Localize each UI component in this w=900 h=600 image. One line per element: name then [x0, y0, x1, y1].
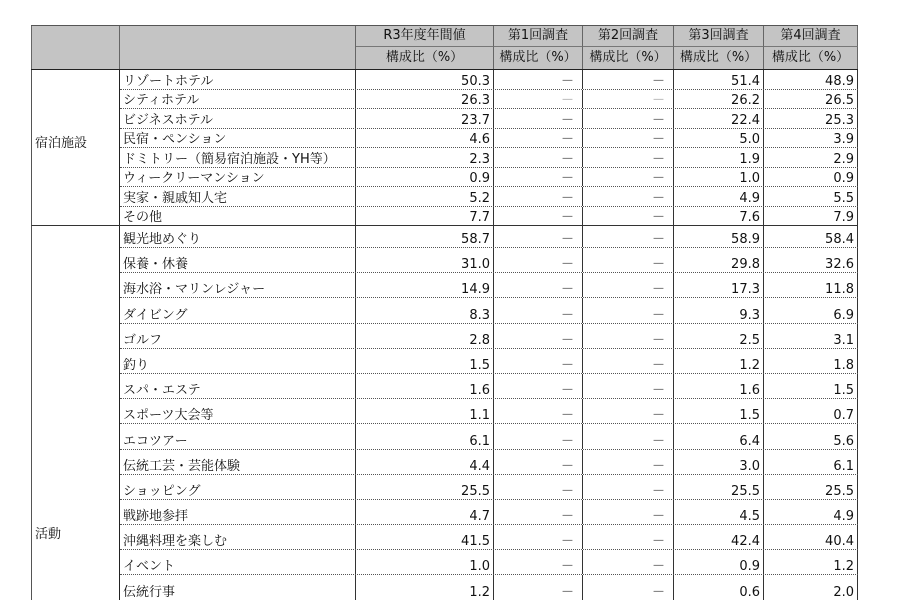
- value-survey-2: －: [583, 424, 674, 448]
- value-survey-4: 6.1: [764, 450, 858, 474]
- item-name: 釣り: [120, 349, 356, 373]
- table-row: [120, 374, 858, 399]
- value-survey-1: －: [494, 424, 583, 448]
- value-r3-annual: 4.6: [356, 129, 494, 148]
- value-survey-1: －: [494, 148, 583, 167]
- value-survey-2: －: [583, 298, 674, 322]
- value-survey-4: 58.4: [764, 226, 858, 247]
- value-survey-4: 0.9: [764, 168, 858, 187]
- table-row: [120, 148, 858, 168]
- value-r3-annual: 1.1: [356, 399, 494, 423]
- value-survey-2: －: [583, 575, 674, 599]
- item-name: 伝統行事: [120, 575, 356, 599]
- item-name: スポーツ大会等: [120, 399, 356, 423]
- item-name: スパ・エステ: [120, 374, 356, 398]
- value-r3-annual: 0.9: [356, 168, 494, 187]
- value-survey-1: －: [494, 550, 583, 574]
- item-name: 伝統工芸・芸能体験: [120, 450, 356, 474]
- value-survey-3: 42.4: [674, 525, 764, 549]
- value-survey-1: －: [494, 475, 583, 499]
- value-survey-3: 7.6: [674, 207, 764, 226]
- value-survey-4: 25.3: [764, 109, 858, 128]
- value-survey-3: 4.5: [674, 500, 764, 524]
- value-r3-annual: 1.2: [356, 575, 494, 599]
- group-accommodation: [31, 70, 858, 226]
- value-survey-4: 6.9: [764, 298, 858, 322]
- value-survey-2: －: [583, 324, 674, 348]
- value-survey-1: －: [494, 575, 583, 599]
- value-survey-1: －: [494, 248, 583, 272]
- value-survey-4: 32.6: [764, 248, 858, 272]
- item-name: 海水浴・マリンレジャー: [120, 273, 356, 297]
- value-survey-4: 1.8: [764, 349, 858, 373]
- value-survey-1: －: [494, 70, 583, 89]
- table-row: [120, 226, 858, 248]
- value-survey-4: 7.9: [764, 207, 858, 226]
- value-survey-3: 3.0: [674, 450, 764, 474]
- value-survey-2: －: [583, 70, 674, 89]
- value-r3-annual: 2.8: [356, 324, 494, 348]
- table-row: [120, 550, 858, 575]
- item-name: 実家・親戚知人宅: [120, 187, 356, 206]
- value-survey-3: 1.9: [674, 148, 764, 167]
- value-r3-annual: 50.3: [356, 70, 494, 89]
- value-survey-3: 6.4: [674, 424, 764, 448]
- value-survey-1: －: [494, 207, 583, 226]
- value-survey-4: 5.5: [764, 187, 858, 206]
- value-survey-1: －: [494, 129, 583, 148]
- value-survey-2: －: [583, 226, 674, 247]
- table-row: [120, 450, 858, 475]
- item-name: リゾートホテル: [120, 70, 356, 89]
- value-r3-annual: 31.0: [356, 248, 494, 272]
- value-r3-annual: 26.3: [356, 90, 494, 109]
- item-name: ビジネスホテル: [120, 109, 356, 128]
- value-survey-4: 48.9: [764, 70, 858, 89]
- value-survey-1: －: [494, 500, 583, 524]
- value-survey-3: 0.6: [674, 575, 764, 599]
- header-unit-r3: 構成比（%）: [356, 47, 494, 69]
- value-survey-3: 25.5: [674, 475, 764, 499]
- item-name: 沖縄料理を楽しむ: [120, 525, 356, 549]
- value-survey-2: －: [583, 129, 674, 148]
- value-survey-1: －: [494, 273, 583, 297]
- item-name: イベント: [120, 550, 356, 574]
- value-r3-annual: 4.7: [356, 500, 494, 524]
- value-survey-2: －: [583, 273, 674, 297]
- table-row: [120, 298, 858, 323]
- value-r3-annual: 25.5: [356, 475, 494, 499]
- value-survey-1: －: [494, 374, 583, 398]
- value-survey-3: 9.3: [674, 298, 764, 322]
- header-corner-item: [120, 26, 356, 47]
- item-name: エコツアー: [120, 424, 356, 448]
- table-row: [120, 109, 858, 129]
- value-r3-annual: 4.4: [356, 450, 494, 474]
- value-survey-2: －: [583, 399, 674, 423]
- item-name: 保養・休養: [120, 248, 356, 272]
- item-name: ショッピング: [120, 475, 356, 499]
- header-unit-s3: 構成比（%）: [674, 47, 764, 69]
- table-row: [120, 525, 858, 550]
- value-survey-3: 26.2: [674, 90, 764, 109]
- value-survey-3: 2.5: [674, 324, 764, 348]
- value-r3-annual: 2.3: [356, 148, 494, 167]
- value-survey-3: 22.4: [674, 109, 764, 128]
- value-r3-annual: 5.2: [356, 187, 494, 206]
- value-survey-4: 26.5: [764, 90, 858, 109]
- value-survey-2: －: [583, 148, 674, 167]
- value-survey-4: 40.4: [764, 525, 858, 549]
- composition-table: [31, 25, 858, 600]
- table-row: [120, 187, 858, 207]
- value-r3-annual: 23.7: [356, 109, 494, 128]
- value-survey-1: －: [494, 324, 583, 348]
- value-survey-3: 5.0: [674, 129, 764, 148]
- value-r3-annual: 1.5: [356, 349, 494, 373]
- group-label-cell: [32, 226, 120, 600]
- table-row: [120, 349, 858, 374]
- value-survey-3: 51.4: [674, 70, 764, 89]
- table-row: [120, 324, 858, 349]
- header-unit-s4: 構成比（%）: [764, 47, 858, 69]
- value-survey-1: －: [494, 109, 583, 128]
- value-survey-3: 1.2: [674, 349, 764, 373]
- value-survey-4: 2.0: [764, 575, 858, 599]
- value-survey-2: －: [583, 109, 674, 128]
- value-survey-3: 1.5: [674, 399, 764, 423]
- value-survey-4: 3.9: [764, 129, 858, 148]
- value-survey-4: 4.9: [764, 500, 858, 524]
- value-survey-4: 0.7: [764, 399, 858, 423]
- value-survey-4: 2.9: [764, 148, 858, 167]
- value-survey-3: 29.8: [674, 248, 764, 272]
- table-row: [120, 475, 858, 500]
- value-survey-1: －: [494, 226, 583, 247]
- value-survey-4: 3.1: [764, 324, 858, 348]
- value-survey-2: －: [583, 248, 674, 272]
- header-r3-annual: R3年度年間値: [356, 26, 494, 47]
- value-survey-2: －: [583, 450, 674, 474]
- group-activities: [31, 226, 858, 600]
- value-survey-2: －: [583, 374, 674, 398]
- item-name: 民宿・ペンション: [120, 129, 356, 148]
- value-survey-2: －: [583, 187, 674, 206]
- item-name: 観光地めぐり: [120, 226, 356, 247]
- value-survey-2: －: [583, 475, 674, 499]
- value-survey-1: －: [494, 298, 583, 322]
- value-survey-3: 0.9: [674, 550, 764, 574]
- table-row: [120, 70, 858, 90]
- table-row: [120, 129, 858, 149]
- header-corner-item-2: [120, 47, 356, 69]
- table-row: [120, 90, 858, 110]
- item-name: シティホテル: [120, 90, 356, 109]
- header-survey-4: 第4回調査: [764, 26, 858, 47]
- header-unit-s1: 構成比（%）: [494, 47, 583, 69]
- value-survey-1: －: [494, 349, 583, 373]
- value-survey-4: 1.2: [764, 550, 858, 574]
- value-r3-annual: 14.9: [356, 273, 494, 297]
- value-survey-2: －: [583, 525, 674, 549]
- item-name: その他: [120, 207, 356, 226]
- value-survey-2: －: [583, 207, 674, 226]
- table-row: [120, 575, 858, 599]
- value-survey-4: 11.8: [764, 273, 858, 297]
- table-row: [120, 399, 858, 424]
- header-survey-2: 第2回調査: [583, 26, 674, 47]
- item-name: ドミトリー（簡易宿泊施設・YH等）: [120, 148, 356, 167]
- value-survey-3: 17.3: [674, 273, 764, 297]
- value-survey-2: －: [583, 168, 674, 187]
- value-survey-1: －: [494, 525, 583, 549]
- value-r3-annual: 8.3: [356, 298, 494, 322]
- header-survey-1: 第1回調査: [494, 26, 583, 47]
- value-survey-4: 5.6: [764, 424, 858, 448]
- value-survey-4: 1.5: [764, 374, 858, 398]
- value-r3-annual: 41.5: [356, 525, 494, 549]
- item-name: 戦跡地参拝: [120, 500, 356, 524]
- header-row-unit: [31, 47, 858, 70]
- table-row: [120, 273, 858, 298]
- table-row: [120, 207, 858, 226]
- header-survey-3: 第3回調査: [674, 26, 764, 47]
- value-r3-annual: 1.6: [356, 374, 494, 398]
- table-row: [120, 424, 858, 449]
- item-name: ダイビング: [120, 298, 356, 322]
- table-row: [120, 248, 858, 273]
- value-survey-2: －: [583, 550, 674, 574]
- header-row-survey: [31, 25, 858, 47]
- value-r3-annual: 1.0: [356, 550, 494, 574]
- header-corner-category: [31, 26, 120, 47]
- table-row: [120, 168, 858, 188]
- value-survey-1: －: [494, 90, 583, 109]
- value-survey-1: －: [494, 450, 583, 474]
- value-survey-1: －: [494, 187, 583, 206]
- value-survey-2: －: [583, 90, 674, 109]
- value-r3-annual: 58.7: [356, 226, 494, 247]
- item-name: ウィークリーマンション: [120, 168, 356, 187]
- item-name: ゴルフ: [120, 324, 356, 348]
- group-label: 活動: [35, 527, 62, 542]
- table-row: [120, 500, 858, 525]
- group-label-cell: [32, 70, 120, 225]
- header-unit-s2: 構成比（%）: [583, 47, 674, 69]
- value-survey-3: 1.6: [674, 374, 764, 398]
- value-survey-3: 58.9: [674, 226, 764, 247]
- value-survey-4: 25.5: [764, 475, 858, 499]
- value-survey-1: －: [494, 168, 583, 187]
- value-survey-1: －: [494, 399, 583, 423]
- header-corner-category-2: [31, 47, 120, 69]
- value-survey-2: －: [583, 500, 674, 524]
- value-r3-annual: 7.7: [356, 207, 494, 226]
- value-r3-annual: 6.1: [356, 424, 494, 448]
- value-survey-3: 1.0: [674, 168, 764, 187]
- group-label: 宿泊施設: [35, 136, 88, 151]
- value-survey-2: －: [583, 349, 674, 373]
- value-survey-3: 4.9: [674, 187, 764, 206]
